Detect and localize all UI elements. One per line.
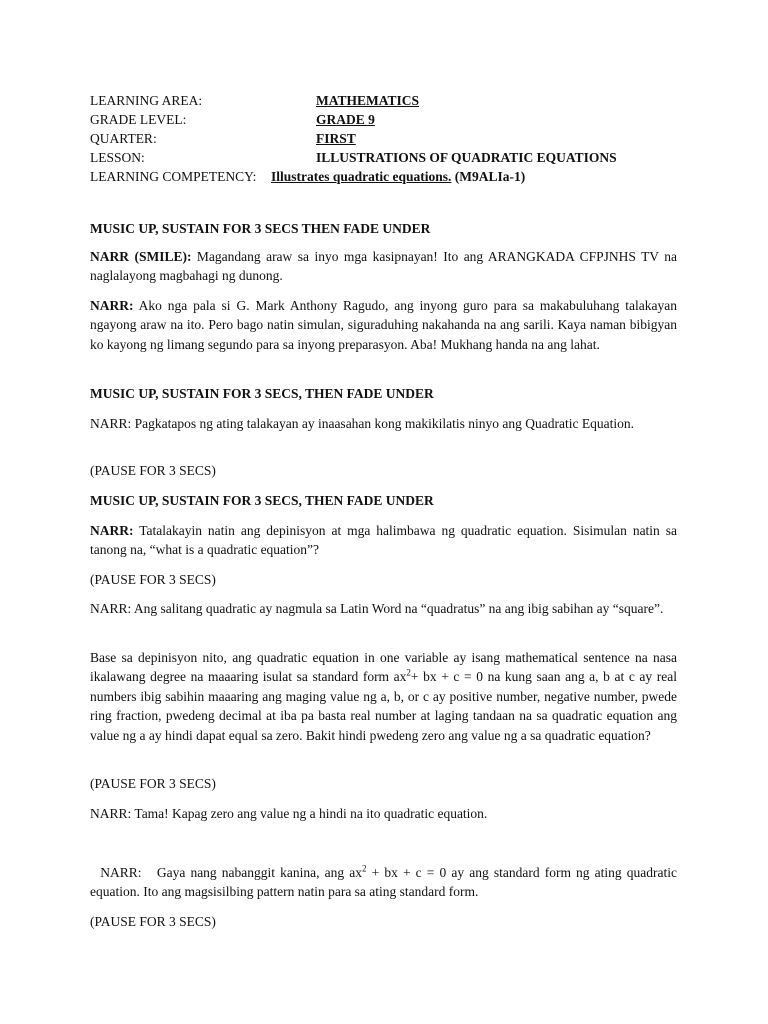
competency-code: (M9ALIa-1) (454, 169, 526, 184)
exponent: 2 (406, 667, 411, 678)
pause-cue: (PAUSE FOR 3 SECS) (90, 914, 216, 929)
header-value: GRADE 9 (316, 112, 375, 127)
narration-paragraph: NARR: Pagkatapos ng ating talakayan ay inaasahan kong makikilatis ninyo ang Quadratic Equation. (90, 416, 634, 431)
competency-text: Illustrates quadratic equations. (271, 169, 452, 184)
narration-text: NARR: Gaya nang nabanggit kanina, ang ax (90, 865, 362, 880)
narration-paragraph: NARR: Ang salitang quadratic ay nagmula sa Latin Word na “quadratus” na ang ibig sabihan ay “square”. (90, 601, 664, 616)
competency-value (271, 168, 525, 186)
narration-text: Ako nga pala si G. Mark Anthony Ragudo, ang inyong guro para sa makabuluhang talakayan ngayong araw na ito. Pero bago natin simulan, siguraduhing nakahanda na ang sarili. Kaya naman bibigyan ko kayong ng limang segundo para sa inyong preparasyon. Aba! Mukhang handa na ang lahat. (90, 298, 677, 352)
pause-cue: (PAUSE FOR 3 SECS) (90, 463, 216, 478)
narration-label: NARR (SMILE): (90, 249, 192, 264)
exponent: 2 (361, 863, 367, 874)
pause-cue: (PAUSE FOR 3 SECS) (90, 776, 216, 791)
pause-cue: (PAUSE FOR 3 SECS) (90, 572, 216, 587)
music-cue: MUSIC UP, SUSTAIN FOR 3 SECS THEN FADE UNDER (90, 221, 431, 236)
definition-text: Base sa depinisyon nito, ang quadratic equation in one variable ay isang mathematical sentence na nasa ikalawang degree na maaaring isulat sa standard form ax (90, 650, 677, 685)
definition-text: + bx + c = 0 na kung saan ang a, b at c ay real numbers ibig sabihin maaaring ang maging value ng a, b, or c ay positive number, negative number, pwede ring fraction, pwedeng decimal at iba pa basta real number at laging tandaan na sa quadratic equation ang value ng a ay hindi dapat equal sa zero. Bakit hindi pwedeng zero ang value ng a sa quadratic equation? (90, 669, 677, 743)
music-cue: MUSIC UP, SUSTAIN FOR 3 SECS, THEN FADE UNDER (90, 386, 434, 401)
header-label: QUARTER: (90, 131, 157, 146)
header-label: LEARNING AREA: (90, 93, 203, 108)
narration-label: NARR: (90, 523, 134, 538)
narration-paragraph (90, 247, 677, 286)
narration-paragraph (90, 863, 681, 902)
narration-paragraph (90, 296, 677, 354)
music-cue: MUSIC UP, SUSTAIN FOR 3 SECS, THEN FADE UNDER (90, 493, 434, 508)
header-value: FIRST (316, 131, 356, 146)
definition-paragraph (90, 648, 677, 745)
narration-text: Tatalakayin natin ang depinisyon at mga halimbawa ng quadratic equation. Sisimulan natin sa tanong na, “what is a quadratic equation”? (90, 523, 677, 558)
header-label: LESSON: (90, 150, 145, 165)
header-label: GRADE LEVEL: (90, 112, 187, 127)
header-label: LEARNING COMPETENCY: (90, 169, 257, 184)
narration-label: NARR: (90, 298, 134, 313)
narration-paragraph (90, 521, 677, 560)
header-value: ILLUSTRATIONS OF QUADRATIC EQUATIONS (316, 150, 617, 165)
narration-text: Magandang araw sa inyo mga kasipnayan! Ito ang ARANGKADA CFPJNHS TV na naglalayong magbahagi ng dunong. (90, 249, 678, 284)
narration-text: + bx + c = 0 ay ang standard form ng ating quadratic equation. Ito ang magsisilbing pattern natin para sa ating standard form. (90, 865, 681, 900)
narration-paragraph: NARR: Tama! Kapag zero ang value ng a hindi na ito quadratic equation. (90, 806, 488, 821)
header-value: MATHEMATICS (316, 93, 420, 108)
